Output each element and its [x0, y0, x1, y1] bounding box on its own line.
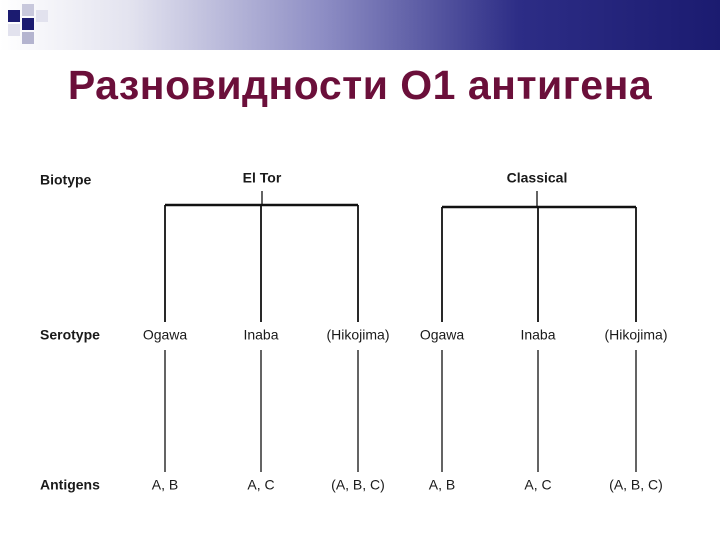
serotype-label-classical-inaba: Inaba: [520, 326, 556, 343]
row-label-serotype: Serotype: [40, 326, 100, 343]
antigen-label-classical-inaba: A, C: [524, 476, 552, 493]
slide-title: Разновидности О1 антигена: [67, 62, 653, 108]
antigen-label-el-tor-hikojima: (A, B, C): [331, 476, 385, 493]
biotype-label-classical: Classical: [506, 169, 568, 186]
row-label-antigens: Antigens: [40, 476, 100, 493]
row-label-biotype: Biotype: [40, 171, 92, 188]
biotype-label-el-tor: El Tor: [242, 169, 282, 186]
antigen-label-classical-hikojima: (A, B, C): [609, 476, 663, 493]
antigen-label-el-tor-inaba: A, C: [247, 476, 275, 493]
serotype-label-classical-ogawa: Ogawa: [419, 326, 465, 343]
antigen-label-classical-ogawa: A, B: [428, 476, 456, 493]
serotype-label-classical-hikojima: (Hikojima): [604, 326, 668, 343]
serotype-label-el-tor-ogawa: Ogawa: [142, 326, 188, 343]
serotype-label-el-tor-inaba: Inaba: [243, 326, 279, 343]
serotype-label-el-tor-hikojima: (Hikojima): [326, 326, 390, 343]
antigen-label-el-tor-ogawa: A, B: [151, 476, 179, 493]
